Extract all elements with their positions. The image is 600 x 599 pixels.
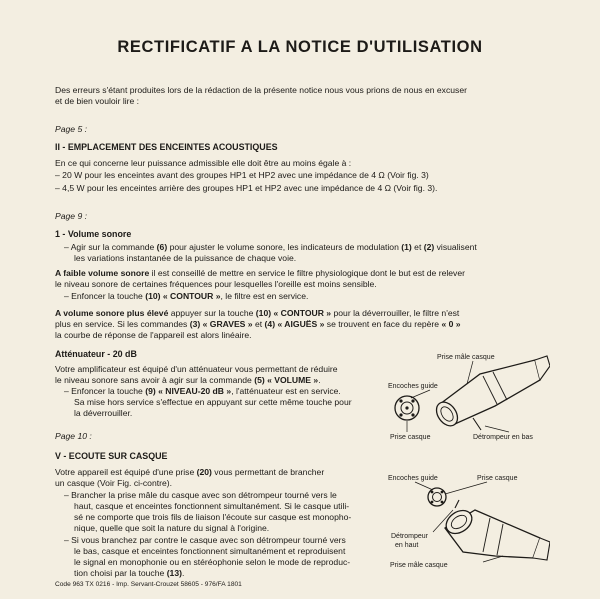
casque-b1-line-4: nique, quelle que soit la nature du signal à l'origine. [74,523,270,533]
print-footer: Code 963 TX 0216 - Imp. Servant-Crouzet 58605 - 976/FA 1801 [55,581,242,588]
faible-item: – Enfoncer la touche (10) « CONTOUR », le filtre est en service. [64,291,309,301]
page10-label: Page 10 : [55,431,92,441]
volume-heading: 1 - Volume sonore [55,229,132,239]
casque-heading: V - ECOUTE SUR CASQUE [55,451,168,461]
plug-drawing-2 [442,500,550,560]
fig2-label-detrompeur-l1: Détrompeur [391,533,428,540]
attenuateur-item-line-2: Sa mise hors service s'effectue en appuyant sur cette même touche pour [74,397,352,407]
attenuateur-heading: Atténuateur - 20 dB [55,349,137,359]
socket-drawing [395,396,419,420]
faible-line-1: A faible volume sonore il est conseillé de mettre en service le filtre physiologique dont le but est de relever [55,268,465,278]
casque-b1-line-3: sé ne comporte que trois fils de liaison l'écoute sur casque est monopho- [74,512,352,522]
plus-line-2: plus en service. Si les commandes (3) « GRAVES » et (4) « AIGUËS » se trouvent en face du repère « 0 » [55,319,461,329]
attenuateur-item-line-3: la déverrouiller. [74,408,133,418]
page5-line-2: – 20 W pour les enceintes avant des groupes HP1 et HP2 avec une impédance de 4 Ω (Voir fig. 3) [55,170,429,180]
casque-b2-line-3: le signal en monophonie ou en stéréophonie selon le mode de reproduc- [74,557,351,567]
attenuateur-item-line-1: – Enfoncer la touche (9) « NIVEAU-20 dB », l'atténuateur est en service. [64,386,341,396]
volume-item-line-2: les variations instantanée de la puissance de chaque voie. [74,253,297,263]
faible-line-2: le niveau sonore de certaines fréquences pour lesquelles l'oreille est moins sensible. [55,279,377,289]
page5-label: Page 5 : [55,124,88,134]
page5-line-1: En ce qui concerne leur puissance admissible elle doit être au moins égale à : [55,158,352,168]
intro-line-1: Des erreurs s'étant produites lors de la rédaction de la présente notice nous vous prions de nous en excuser [55,85,467,95]
plus-line-1: A volume sonore plus élevé appuyer sur la touche (10) « CONTOUR » pour la déverrouiller, le filtre n'est [55,308,460,318]
socket-drawing-2 [428,488,446,506]
casque-line-2: un casque (Voir Fig. ci-contre). [55,478,173,488]
fig2-label-encoches: Encoches guide [388,475,438,482]
plug-drawing [432,356,550,430]
page9-label: Page 9 : [55,211,88,221]
fig1-label-prise-male: Prise mâle casque [437,354,495,361]
casque-b2-line-4: tion choisi par la touche (13). [74,568,185,578]
fig1-label-prise-casque: Prise casque [390,434,431,441]
attenuateur-line-1: Votre amplificateur est équipé d'un atténuateur vous permettant de réduire [55,364,338,374]
attenuateur-line-2: le niveau sonore sans avoir à agir sur la commande (5) « VOLUME ». [55,375,321,385]
casque-b1-line-2: haut, casque et enceintes fonctionnent simultanément. Si le casque utili- [74,501,350,511]
figure-plug-detrompeur-bas [385,346,550,446]
casque-b1-line-1: – Brancher la prise mâle du casque avec son détrompeur tourné vers le [64,490,337,500]
page5-line-3: – 4,5 W pour les enceintes arrière des groupes HP1 et HP2 avec une impédance de 4 Ω (Voir fig. 3). [55,183,438,193]
casque-b2-line-2: le bas, casque et enceintes fonctionnent simultanément et reproduisent [74,546,346,556]
figure-plug-detrompeur-haut [385,470,550,575]
page5-heading: II - EMPLACEMENT DES ENCEINTES ACOUSTIQUES [55,142,278,152]
fig1-label-encoches: Encoches guide [388,383,438,390]
fig2-label-detrompeur-l2: en haut [395,542,419,549]
fig2-label-prise-casque: Prise casque [477,475,518,482]
volume-item-line-1: – Agir sur la commande (6) pour ajuster le volume sonore, les indicateurs de modulation (1) et (2) visualisent [64,242,477,252]
fig2-label-prise-male: Prise mâle casque [390,562,448,569]
fig1-label-detrompeur: Détrompeur en bas [473,434,533,441]
casque-b2-line-1: – Si vous branchez par contre le casque avec son détrompeur tourné vers [64,535,346,545]
page-title: RECTIFICATIF A LA NOTICE D'UTILISATION [117,38,483,56]
intro-line-2: et de bien vouloir lire : [55,96,140,106]
casque-line-1: Votre appareil est équipé d'une prise (20) vous permettant de brancher [55,467,325,477]
plus-line-3: la courbe de réponse de l'appareil est alors linéaire. [55,330,252,340]
